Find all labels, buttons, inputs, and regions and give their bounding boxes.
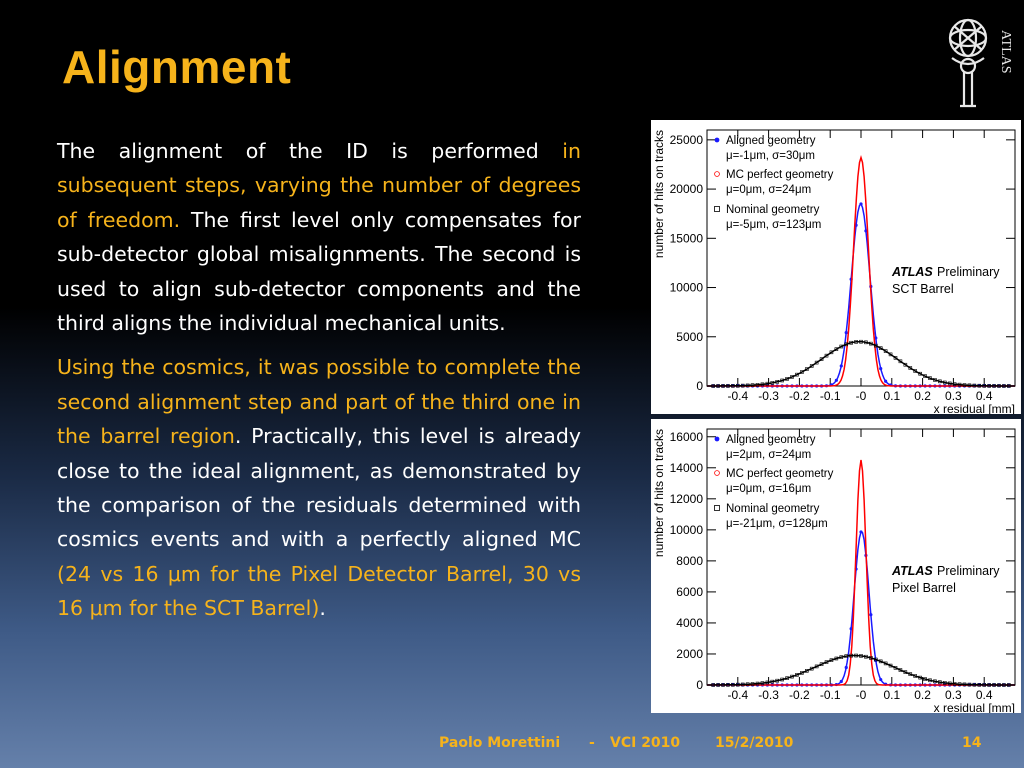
series-point-1: [840, 680, 843, 683]
paragraph-2-part-2: . Practically, this level is already close to the ideal alignment, as demonstrated by the comparison of the residuals determined with cosmics events and with a perfectly aligned MC: [57, 424, 581, 552]
legend-marker-aligned: [715, 138, 720, 143]
x-tick-label: -0: [855, 688, 867, 702]
legend-series-stats: μ=0μm, σ=16μm: [726, 483, 812, 495]
series-point-1: [869, 613, 872, 616]
legend-series-name: Aligned geometry: [726, 434, 816, 446]
y-tick-label: 2000: [676, 646, 703, 661]
slide-title: Alignment: [62, 41, 292, 93]
detector-label: SCT Barrel: [892, 282, 954, 296]
y-tick-label: 20000: [669, 182, 703, 197]
series-point-1: [884, 380, 887, 383]
x-tick-label: -0.4: [727, 389, 749, 403]
legend-marker-mc: [715, 471, 720, 476]
series-curve-1: [707, 204, 1015, 386]
x-tick-label: -0.2: [789, 389, 810, 403]
x-tick-label: 0.4: [975, 688, 993, 702]
x-tick-label: -0.1: [819, 688, 841, 702]
legend-series-name: Nominal geometry: [726, 503, 820, 515]
footer-separator: -: [589, 735, 595, 751]
atlas-label: ATLAS: [892, 265, 933, 279]
y-tick-label: 5000: [676, 329, 703, 344]
legend-series-stats: μ=-21μm, σ=128μm: [726, 518, 828, 530]
paragraph-1-part-3: The first level only compensates for sub-detector global misalignments. The second is used to align sub-detector components and the third aligns the individual mechanical units.: [57, 207, 581, 336]
legend-marker-nominal: [715, 207, 720, 212]
x-tick-label: 0.2: [914, 688, 931, 702]
y-tick-label: 0: [696, 678, 703, 692]
legend-series-stats: μ=2μm, σ=24μm: [726, 449, 812, 461]
paragraph-1-highlight: in subsequent steps, varying the number of degrees of freedom.: [57, 139, 581, 232]
y-tick-label: 0: [696, 379, 703, 393]
legend-marker-nominal: [715, 506, 720, 511]
x-tick-label: -0.1: [819, 389, 841, 403]
legend-series-name: MC perfect geometry: [726, 468, 834, 480]
x-tick-label: -0.4: [727, 688, 749, 702]
series-point-1: [879, 367, 882, 370]
x-tick-label: 0.3: [945, 688, 962, 702]
atlas-logo: [940, 8, 1020, 112]
atlas-label: ATLAS: [892, 564, 933, 578]
y-axis-label: number of hits on tracks: [652, 130, 666, 259]
atlas-preliminary-label: Preliminary: [937, 265, 1000, 279]
paragraph-1: [57, 134, 581, 340]
body-text: [57, 134, 581, 626]
legend-marker-aligned: [715, 437, 720, 442]
detector-label: Pixel Barrel: [892, 581, 956, 595]
x-tick-label: -0.2: [789, 688, 810, 702]
legend-series-stats: μ=0μm, σ=24μm: [726, 184, 812, 196]
x-tick-label: -0.3: [758, 389, 779, 403]
series-point-1: [859, 530, 862, 533]
y-tick-label: 4000: [676, 615, 703, 630]
pixel-barrel-chart: [651, 419, 1021, 713]
y-tick-label: 16000: [669, 429, 703, 444]
footer-event: VCI 2010: [610, 735, 681, 751]
footer-author: Paolo Morettini: [439, 735, 561, 751]
footer-date: 15/2/2010: [715, 735, 794, 751]
x-tick-label: 0.1: [883, 389, 901, 403]
series-point-1: [845, 666, 848, 669]
x-tick-label: -0: [855, 389, 867, 403]
x-tick-label: 0.1: [883, 688, 901, 702]
pixel-barrel-chart-svg: [651, 419, 1021, 713]
x-tick-label: -0.3: [758, 688, 779, 702]
y-tick-label: 15000: [669, 231, 703, 246]
y-tick-label: 12000: [669, 491, 703, 506]
legend-series-name: Aligned geometry: [726, 135, 816, 147]
series-point-1: [840, 364, 843, 367]
y-tick-label: 25000: [669, 132, 703, 147]
sct-barrel-chart: [651, 120, 1021, 414]
series-point-1: [879, 678, 882, 681]
y-tick-label: 6000: [676, 584, 703, 599]
paragraph-2-highlight-1: Using the cosmics, it was possible to complete the second alignment step and part of the third one in the barrel region: [57, 355, 581, 449]
sct-barrel-chart-svg: [651, 120, 1021, 414]
atlas-logo-text: ATLAS: [998, 30, 1013, 74]
series-point-1: [835, 379, 838, 382]
legend-marker-mc: [715, 172, 720, 177]
legend-series-stats: μ=-5μm, σ=123μm: [726, 219, 822, 231]
y-tick-label: 8000: [676, 553, 703, 568]
series-point-1: [845, 331, 848, 334]
series-point-1: [859, 202, 862, 205]
x-tick-label: 0.3: [945, 389, 962, 403]
footer-page-number: 14: [962, 735, 982, 751]
paragraph-2-highlight-2: (24 vs 16 μm for the Pixel Detector Barrel, 30 vs 16 μm for the SCT Barrel): [57, 561, 581, 621]
series-curve-1: [707, 532, 1015, 685]
y-tick-label: 10000: [669, 280, 703, 295]
paragraph-2-part-4: .: [319, 596, 326, 621]
x-axis-label: x residual [mm]: [933, 701, 1015, 713]
paragraph-1-part-1: The alignment of the ID is performed: [57, 139, 563, 163]
legend-series-name: Nominal geometry: [726, 204, 820, 216]
legend-series-name: MC perfect geometry: [726, 169, 834, 181]
y-axis-label: number of hits on tracks: [652, 429, 666, 558]
legend-series-stats: μ=-1μm, σ=30μm: [726, 150, 815, 162]
y-tick-label: 10000: [669, 522, 703, 537]
x-tick-label: 0.2: [914, 389, 931, 403]
paragraph-2: [57, 350, 581, 625]
x-axis-label: x residual [mm]: [933, 402, 1015, 414]
x-tick-label: 0.4: [975, 389, 993, 403]
atlas-preliminary-label: Preliminary: [937, 564, 1000, 578]
y-tick-label: 14000: [669, 460, 703, 475]
